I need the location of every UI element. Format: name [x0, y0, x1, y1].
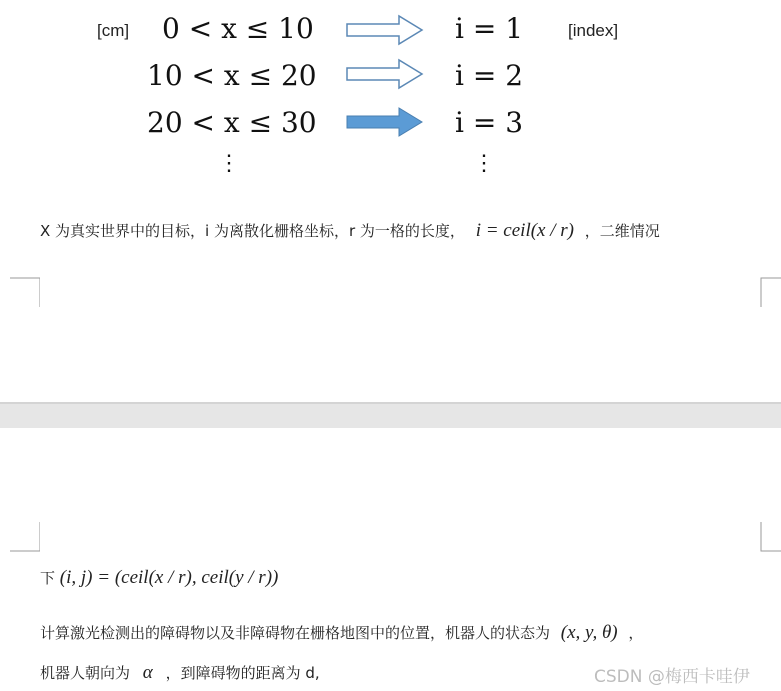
filled-arrow-icon [345, 106, 425, 138]
unit-label-cm: [cm] [97, 21, 130, 40]
crop-mark-bottom-left [10, 277, 40, 307]
paragraph-2 [40, 567, 278, 589]
outline-arrow-icon [345, 14, 425, 46]
index-row-1: i = 1 [455, 12, 524, 45]
paragraph-4 [40, 662, 320, 684]
range-row-3: 20 < x ≤ 30 [147, 106, 317, 139]
crop-mark-bottom-right [760, 277, 781, 307]
formula-alpha: α [142, 662, 153, 683]
paragraph-2-prefix: 下 [40, 569, 56, 587]
paragraph-4-tail: ，到障碍物的距离为 d, [165, 664, 320, 682]
crop-mark-top-left [10, 522, 40, 552]
index-row-2: i = 2 [455, 59, 524, 92]
paragraph-3-text: 计算激光检测出的障碍物以及非障碍物在栅格地图中的位置，机器人的状态为 [40, 624, 551, 642]
paragraph-1-text: X 为真实世界中的目标，i 为离散化栅格坐标，r 为一格的长度， [40, 222, 465, 240]
formula-robot-state: (x, y, θ) [560, 622, 618, 643]
formula-2d-index: (i, j) = (ceil(x / r), ceil(y / r)) [59, 567, 279, 588]
paragraph-1 [40, 220, 660, 242]
ellipsis-left: ⋮ [218, 151, 240, 176]
paragraph-3-tail: ， [628, 624, 644, 642]
watermark: CSDN @梅西卡哇伊 [594, 667, 750, 687]
outline-arrow-icon [345, 58, 425, 90]
formula-index: i = ceil(x / r) [475, 220, 574, 241]
index-row-3: i = 3 [455, 106, 524, 139]
page-gap [0, 402, 781, 428]
paragraph-4-text: 机器人朝向为 [40, 664, 131, 682]
crop-mark-top-right [760, 522, 781, 552]
unit-label-index: [index] [568, 21, 619, 40]
paragraph-1-tail: ，二维情况 [584, 222, 660, 240]
ellipsis-right: ⋮ [473, 151, 495, 176]
range-row-2: 10 < x ≤ 20 [147, 59, 317, 92]
range-row-1: 0 < x ≤ 10 [162, 12, 314, 45]
paragraph-3 [40, 622, 643, 644]
